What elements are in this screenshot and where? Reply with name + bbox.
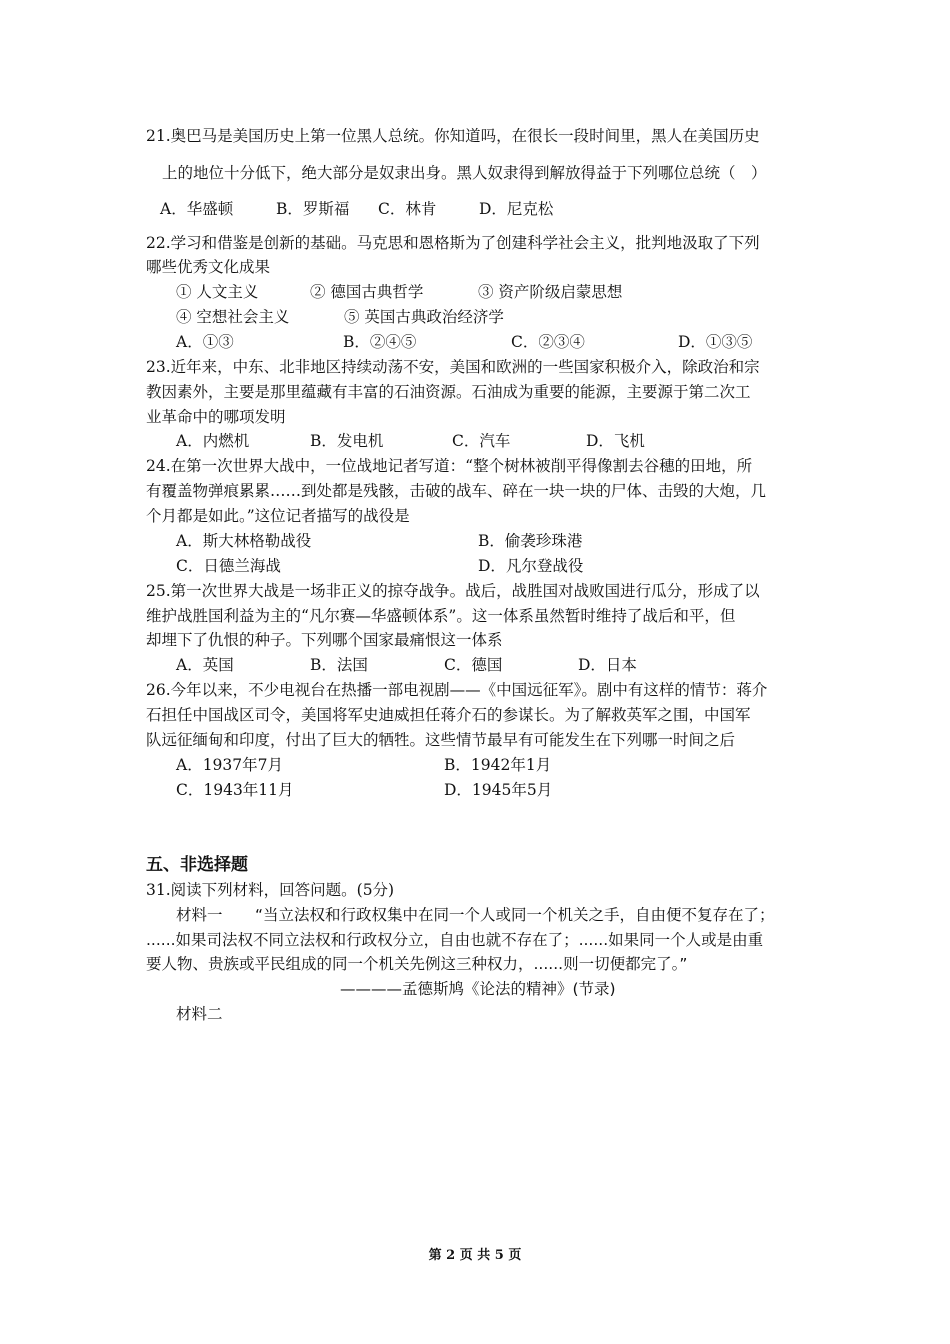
q23-option-c: C．汽车 — [452, 432, 511, 450]
q22-stem-line1: 22.学习和借鉴是创新的基础。马克思和恩格斯为了创建科学社会主义，批判地汲取了下列 — [146, 234, 760, 252]
q24-stem-line1: 24.在第一次世界大战中，一位战地记者写道：“整个树林被削平得像割去谷穗的田地，所 — [146, 457, 753, 475]
section-title: 五、非选择题 — [146, 855, 248, 875]
q23-option-d: D．飞机 — [586, 432, 645, 450]
q25-stem-line3: 却埋下了仇恨的种子。下列哪个国家最痛恨这一体系 — [146, 631, 503, 649]
q22-option-c: C．②③④ — [511, 333, 585, 351]
q25-stem-line1: 25.第一次世界大战是一场非正义的掠夺战争。战后，战胜国对战败国进行瓜分，形成了以 — [146, 582, 760, 600]
q22-option-b: B．②④⑤ — [343, 333, 417, 351]
q26-option-c: C．1943年11月 — [176, 781, 294, 799]
q21-option-a: A．华盛顿 — [160, 200, 234, 218]
q26-stem-line1: 26.今年以来，不少电视台在热播一部电视剧——《中国远征军》。剧中有这样的情节：蒋介 — [146, 681, 768, 699]
q22-item-4: ④ 空想社会主义 — [176, 308, 290, 326]
q26-option-a: A．1937年7月 — [176, 756, 284, 774]
q25-option-b: B．法国 — [310, 656, 368, 674]
q24-option-b: B．偷袭珍珠港 — [478, 532, 583, 550]
q26-option-b: B．1942年1月 — [444, 756, 552, 774]
q22-stem-line2: 哪些优秀文化成果 — [146, 258, 271, 276]
q23-stem-line1: 23.近年来，中东、北非地区持续动荡不安，美国和欧洲的一些国家积极介入，除政治和宗 — [146, 358, 760, 376]
q23-stem-line2: 教因素外，主要是那里蕴藏有丰富的石油资源。石油成为重要的能源，主要源于第二次工 — [146, 383, 751, 401]
q21-option-c: C．林肯 — [378, 200, 437, 218]
material-2-label: 材料二 — [176, 1005, 223, 1023]
q22-option-a: A．①③ — [176, 333, 234, 351]
q31-stem: 31.阅读下列材料，回答问题。(5分) — [146, 881, 395, 899]
q25-stem-line2: 维护战胜国利益为主的“凡尔赛—华盛顿体系”。这一体系虽然暂时维持了战后和平，但 — [146, 607, 736, 625]
material-1-line2: ......如果司法权不同立法权和行政权分立，自由也就不存在了；......如果同一个人或是由重 — [146, 931, 764, 949]
material-1-label: 材料一 — [176, 906, 223, 924]
material-1-source: ————孟德斯鸠《论法的精神》(节录) — [340, 980, 616, 998]
q21-option-b: B．罗斯福 — [276, 200, 350, 218]
q26-option-d: D．1945年5月 — [444, 781, 553, 799]
q24-option-c: C．日德兰海战 — [176, 557, 281, 575]
q21-stem-line1: 21.奥巴马是美国历史上第一位黑人总统。你知道吗，在很长一段时间里，黑人在美国历史 — [146, 127, 760, 145]
q21-option-d: D．尼克松 — [479, 200, 554, 218]
q22-item-3: ③ 资产阶级启蒙思想 — [478, 283, 623, 301]
q26-stem-line2: 石担任中国战区司令，美国将军史迪威担任蒋介石的参谋长。为了解救英军之围，中国军 — [146, 706, 751, 724]
q23-option-b: B．发电机 — [310, 432, 384, 450]
q25-option-c: C．德国 — [444, 656, 503, 674]
page-number: 第 2 页 共 5 页 — [428, 1248, 522, 1263]
q24-stem-line3: 个月都是如此。”这位记者描写的战役是 — [146, 507, 410, 525]
q23-option-a: A．内燃机 — [176, 432, 250, 450]
q22-item-5: ⑤ 英国古典政治经济学 — [344, 308, 504, 326]
q24-stem-line2: 有覆盖物弹痕累累……到处都是残骸，击破的战车、碎在一块一块的尸体、击毁的大炮，几 — [146, 482, 767, 500]
q26-stem-line3: 队远征缅甸和印度，付出了巨大的牺牲。这些情节最早有可能发生在下列哪一时间之后 — [146, 731, 736, 749]
q24-option-a: A．斯大林格勒战役 — [176, 532, 312, 550]
material-1-line3: 要人物、贵族或平民组成的同一个机关先例这三种权力，......则一切便都完了。” — [146, 955, 688, 973]
q22-option-d: D．①③⑤ — [678, 333, 753, 351]
q22-item-2: ② 德国古典哲学 — [310, 283, 424, 301]
q24-option-d: D．凡尔登战役 — [478, 557, 584, 575]
q21-stem-line2: 上的地位十分低下，绝大部分是奴隶出身。黑人奴隶得到解放得益于下列哪位总统（ ） — [162, 164, 767, 182]
q22-item-1: ① 人文主义 — [176, 283, 259, 301]
material-1-line1: “当立法权和行政权集中在同一个人或同一个机关之手，自由便不复存在了； — [255, 906, 775, 924]
q25-option-d: D．日本 — [578, 656, 637, 674]
q23-stem-line3: 业革命中的哪项发明 — [146, 408, 286, 426]
q25-option-a: A．英国 — [176, 656, 234, 674]
